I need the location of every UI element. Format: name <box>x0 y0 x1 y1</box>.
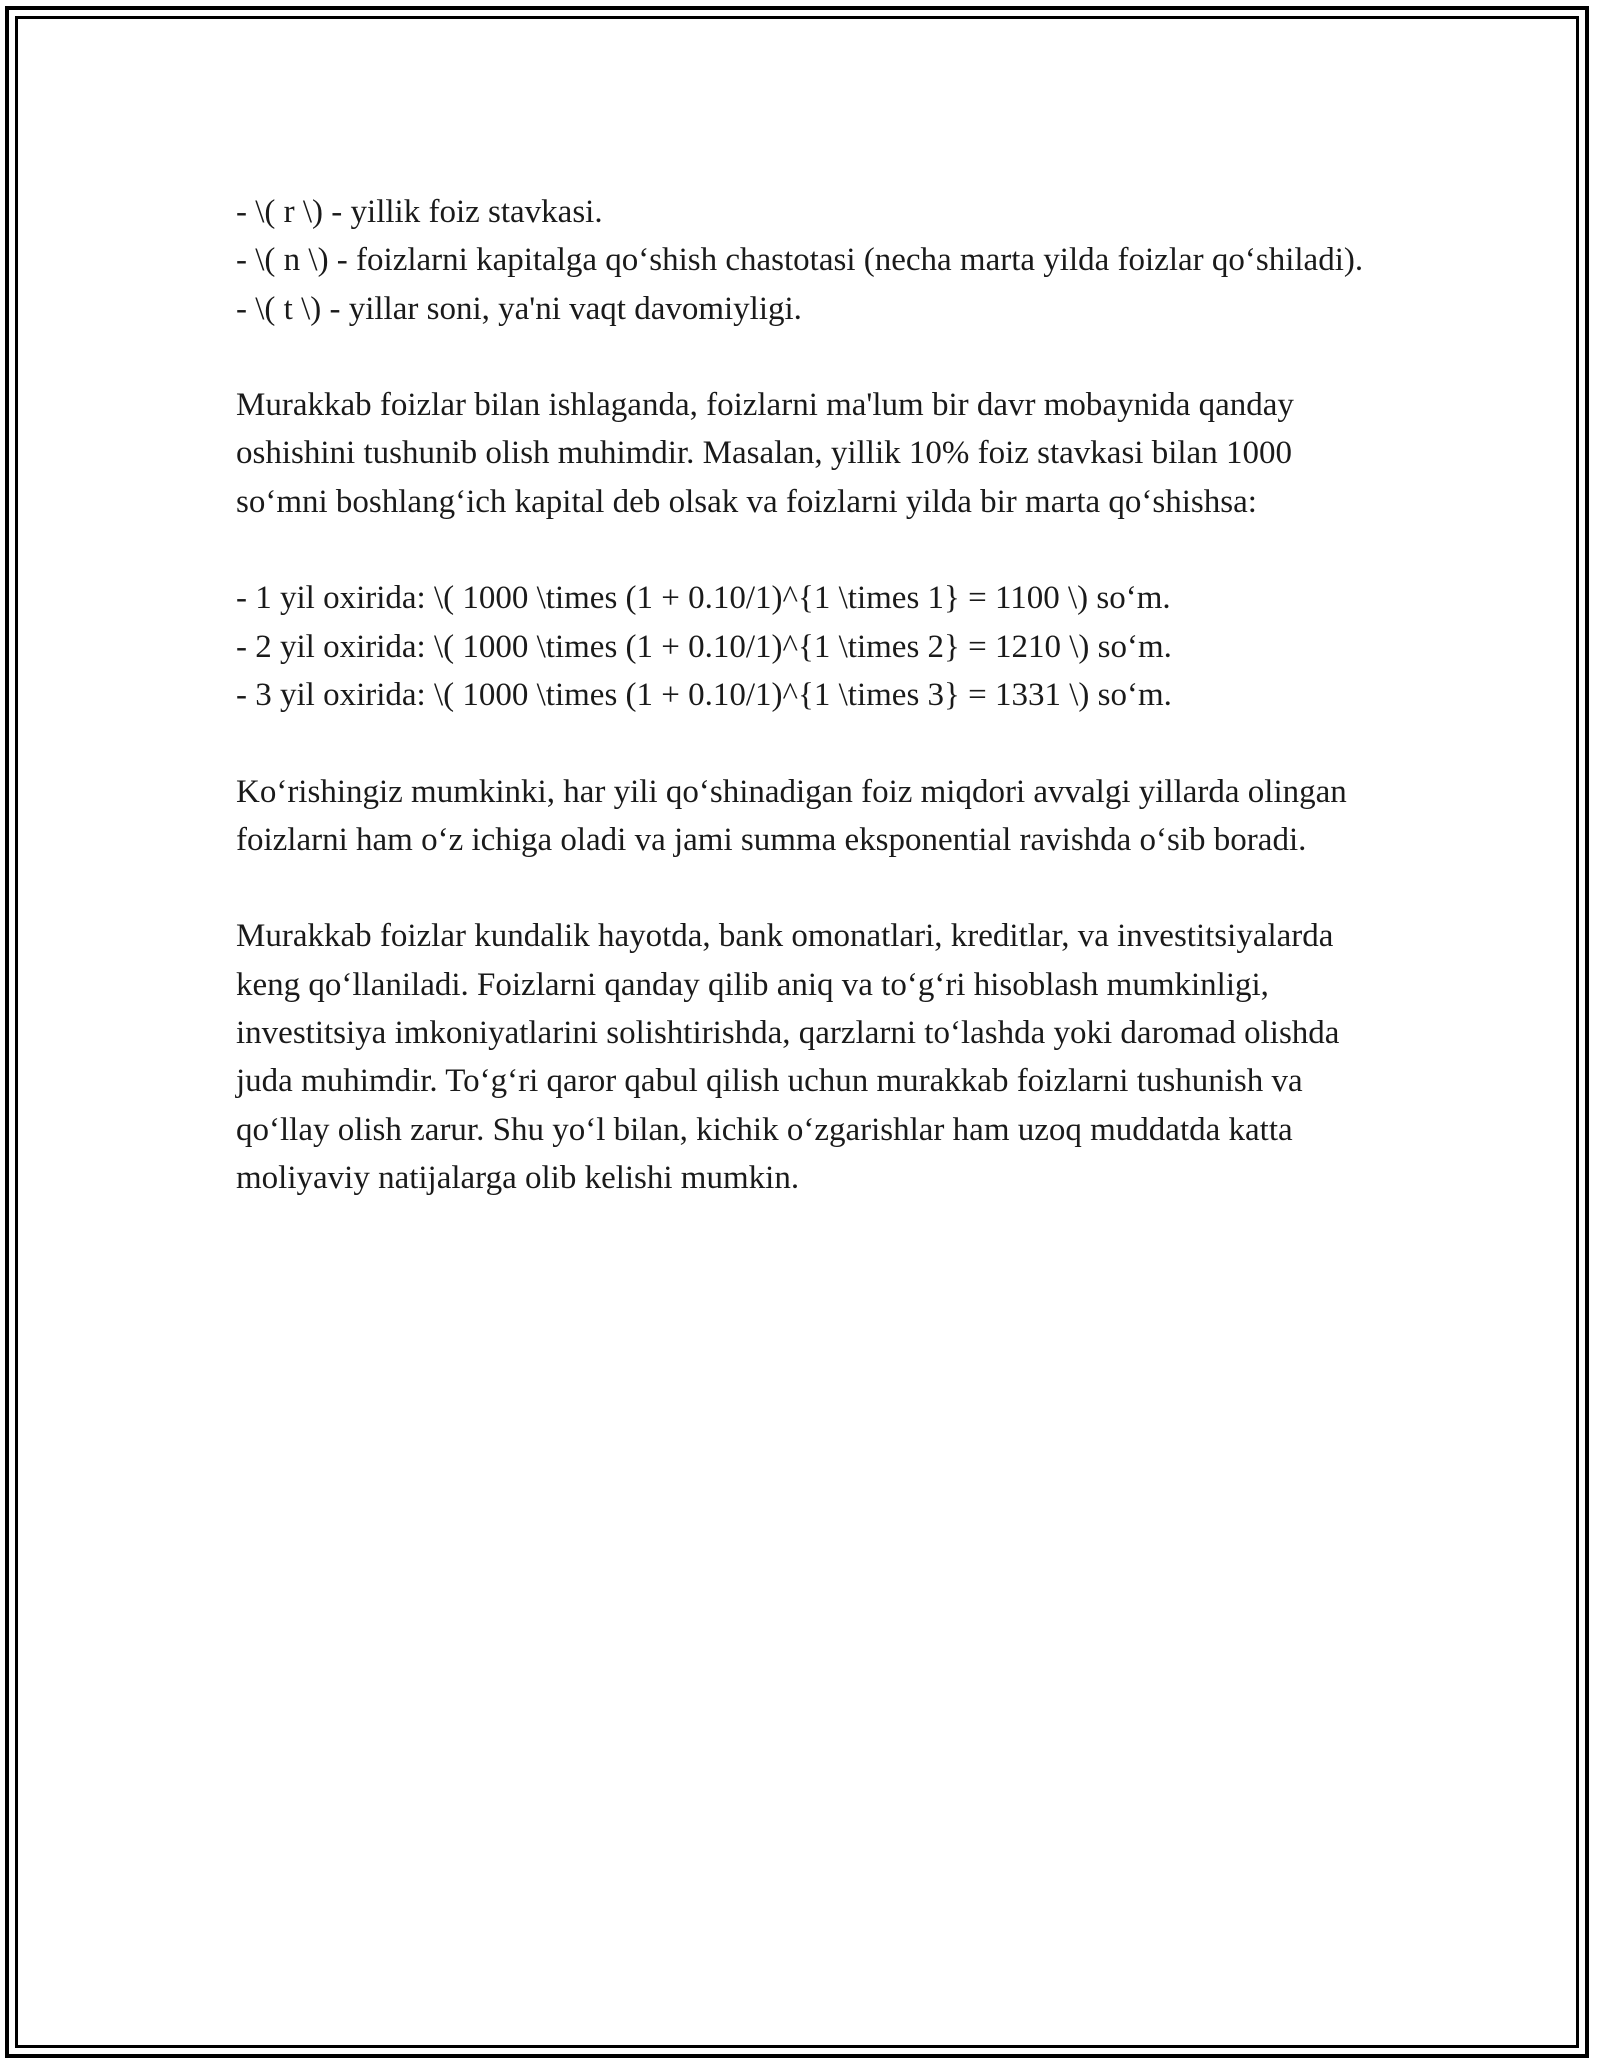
paragraph-usage: Murakkab foizlar kundalik hayotda, bank omonatlari, kreditlar, va investitsiyalarda keng qo‘llaniladi. Foizlarni qanday qilib aniq va to‘g‘ri hisoblash mumkinligi, investitsiya imkoniyatlarini solishtirishda, qarzlarni to‘lashda yoki daromad olishda juda muhimdir. To‘g‘ri qaror qabul qilish uchun murakkab foizlarni tushunish va qo‘llay olish zarur. Shu yo‘l bilan, kichik o‘zgarishlar ham uzoq muddatda katta moliyaviy natijalarga olib kelishi mumkin. <box>236 918 1340 1196</box>
definition-r: - \( r \) - yillik foiz stavkasi. <box>236 194 603 230</box>
paragraph-growth: Ko‘rishingiz mumkinki, har yili qo‘shinadigan foiz miqdori avvalgi yillarda olingan foizlarni ham o‘z ichiga oladi va jami summa eksponential ravishda o‘sib boradi. <box>236 773 1347 858</box>
definition-t: - \( t \) - yillar soni, ya'ni vaqt davomiyligi. <box>236 290 802 327</box>
definition-n: - \( n \) - foizlarni kapitalga qo‘shish chastotasi (necha marta yilda foizlar qo‘shiladi). <box>236 242 1364 279</box>
example-year-3: - 3 yil oxirida: \( 1000 \times (1 + 0.10/1)^{1 \times 3} = 1331 \) so‘m. <box>236 676 1172 713</box>
paragraph-intro: Murakkab foizlar bilan ishlaganda, foizlarni ma'lum bir davr mobaynida qanday oshishini tushunib olish muhimdir. Masalan, yillik 10% foiz stavkasi bilan 1000 so‘mni boshlang‘ich kapital deb olsak va foizlarni yilda bir marta qo‘shishsa: <box>236 387 1294 520</box>
definitions-list <box>236 188 1376 333</box>
example-year-2: - 2 yil oxirida: \( 1000 \times (1 + 0.10/1)^{1 \times 2} = 1210 \) so‘m. <box>236 628 1172 665</box>
example-year-1: - 1 yil oxirida: \( 1000 \times (1 + 0.10/1)^{1 \times 1} = 1100 \) so‘m. <box>236 580 1171 617</box>
document-body <box>236 188 1376 1251</box>
examples-list <box>236 574 1376 719</box>
